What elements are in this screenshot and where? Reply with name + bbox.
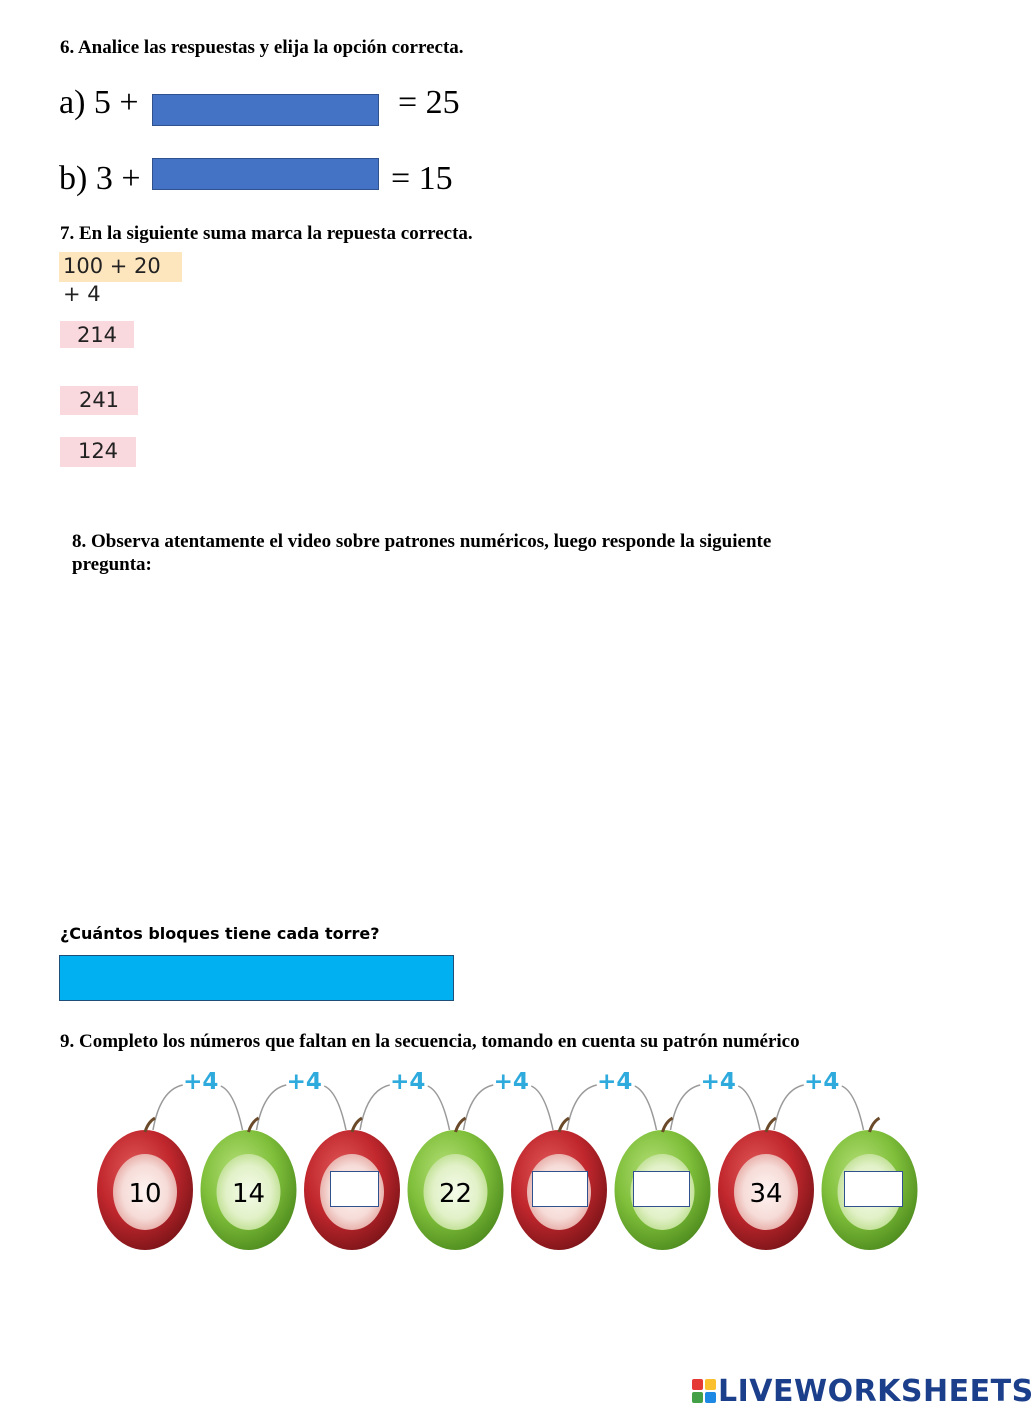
logo-icon (692, 1379, 716, 1403)
connector-curve (221, 1086, 243, 1130)
q9-title: 9. Completo los números que faltan en la secuencia, tomando en cuenta su patrón numérico (60, 1031, 800, 1052)
step-label: +4 (286, 1069, 322, 1095)
q6-a-suffix: = 25 (398, 84, 460, 121)
q6-b-prefix: b) 3 + (59, 160, 141, 197)
q6-a-prefix: a) 5 + (59, 84, 139, 121)
step-label: +4 (597, 1069, 633, 1095)
connector-curve (531, 1086, 553, 1130)
apple-7 (718, 1118, 814, 1250)
connector-curve (774, 1085, 804, 1130)
q7-expression: 100 + 20 + 4 (59, 252, 182, 282)
liveworksheets-logo (692, 1374, 1034, 1408)
connector-curve (464, 1085, 494, 1130)
connector-curve (567, 1085, 597, 1130)
step-label: +4 (183, 1069, 219, 1095)
apple-number: 34 (749, 1179, 783, 1209)
q8-question: ¿Cuántos bloques tiene cada torre? (60, 924, 380, 943)
q7-option-1[interactable]: 214 (60, 321, 134, 348)
apple-number: 10 (128, 1179, 162, 1209)
apple-stem (870, 1118, 880, 1132)
connector-curve (257, 1085, 287, 1130)
connector-curve (738, 1086, 760, 1130)
connector-curve (428, 1086, 450, 1130)
connector-curve (671, 1085, 701, 1130)
apple-3-answer-box[interactable] (330, 1171, 379, 1207)
q8-title-line2: pregunta: (72, 554, 152, 575)
q8-title-line1: 8. Observa atentamente el video sobre patrones numéricos, luego responde la siguiente (72, 531, 772, 552)
connector-curve (360, 1085, 390, 1130)
q8-answer-field[interactable] (59, 955, 454, 1001)
q6-b-suffix: = 15 (391, 160, 453, 197)
apple-number: 22 (438, 1179, 473, 1209)
step-label: +4 (700, 1069, 736, 1095)
connector-curve (324, 1086, 346, 1130)
connector-curve (842, 1086, 864, 1130)
apple-1 (97, 1118, 193, 1250)
apple-5-answer-box[interactable] (532, 1171, 588, 1207)
apple-4 (408, 1118, 504, 1250)
step-label: +4 (493, 1069, 529, 1095)
apple-2 (201, 1118, 297, 1250)
apple-number: 14 (231, 1179, 266, 1209)
q6-title: 6. Analice las respuestas y elija la opción correcta. (60, 37, 464, 58)
step-label: +4 (804, 1069, 840, 1095)
connector-curve (153, 1085, 183, 1130)
apple-8-answer-box[interactable] (844, 1171, 903, 1207)
q6-a-answer-field[interactable] (152, 94, 379, 126)
q7-option-3[interactable]: 124 (60, 437, 136, 467)
q6-b-answer-field[interactable] (152, 158, 379, 190)
apple-6-answer-box[interactable] (633, 1171, 690, 1207)
connector-curve (635, 1086, 657, 1130)
apple-sequence (80, 1062, 940, 1262)
logo-text: LIVEWORKSHEETS (718, 1373, 1034, 1409)
q7-option-2[interactable]: 241 (60, 386, 138, 415)
q7-title: 7. En la siguiente suma marca la repuesta correcta. (60, 223, 473, 244)
step-label: +4 (390, 1069, 426, 1095)
